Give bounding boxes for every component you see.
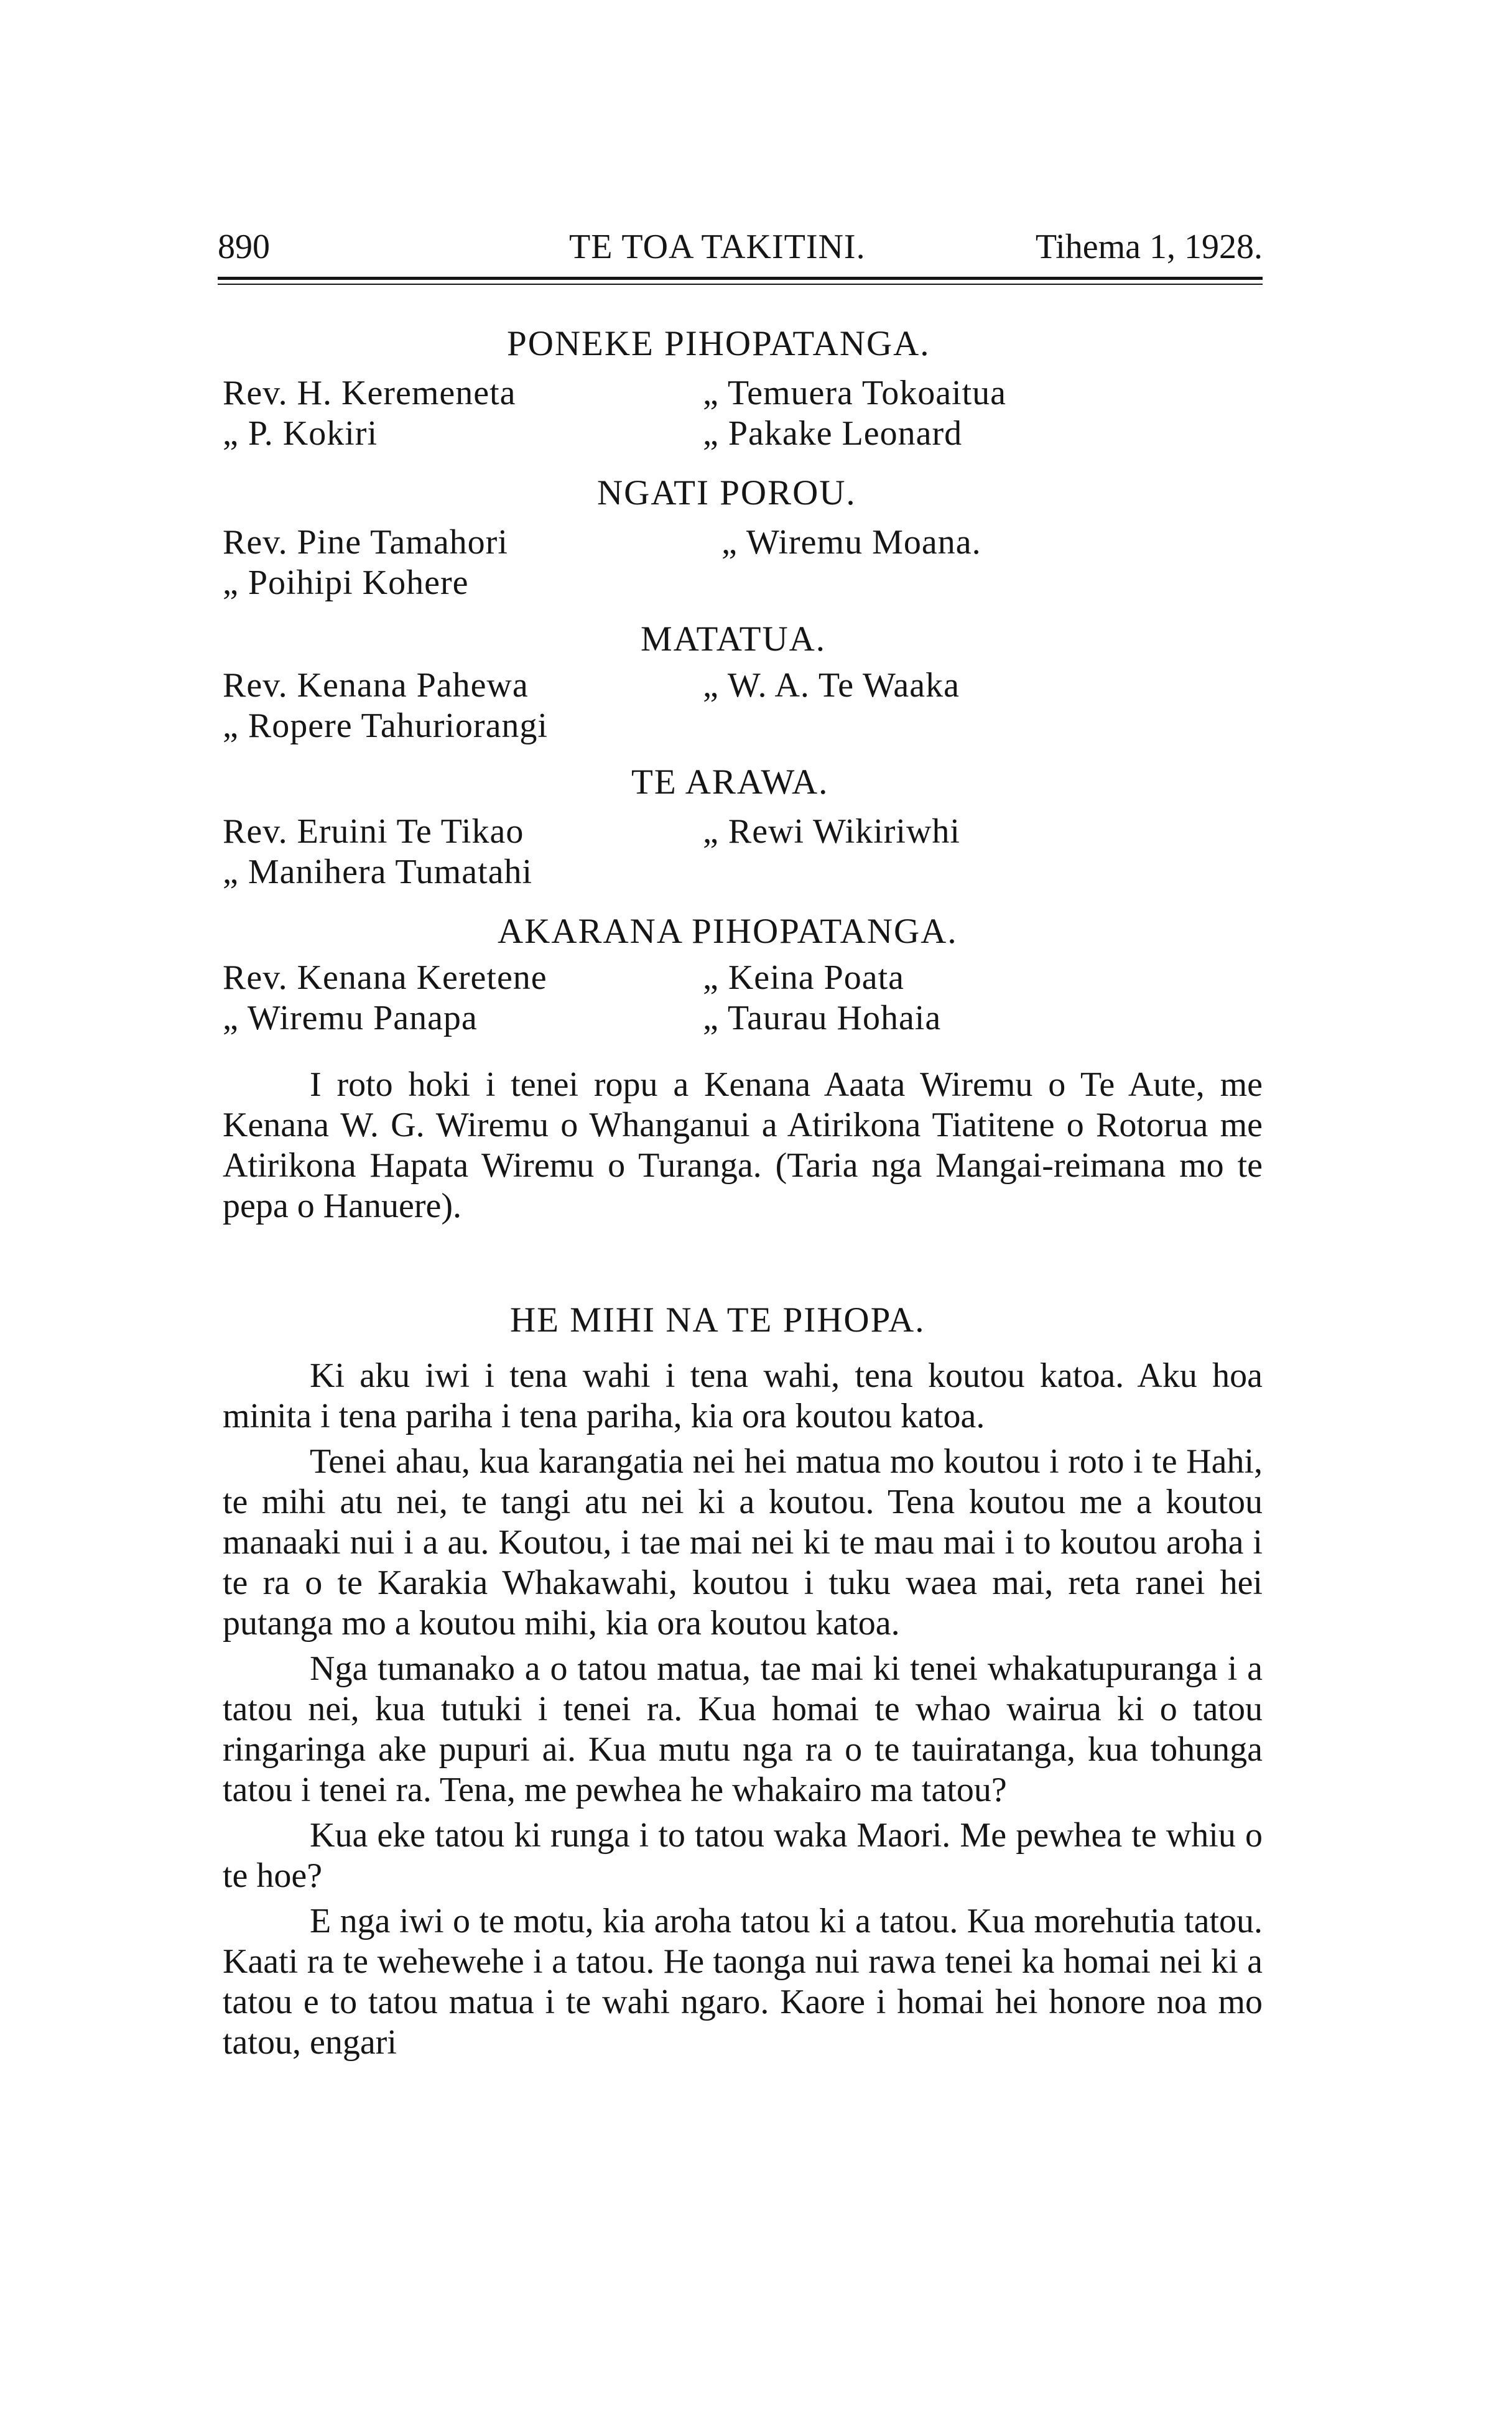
clergy-name: Rev. Kenana Pahewa xyxy=(223,666,529,705)
note-text: I roto hoki i tenei ropu a Kenana Aaata Wiremu o Te Aute, me Kenana W. G. Wiremu o Whanganui a Atirikona Tiatitene o Rotorua me Atirikona Hapata Wiremu o Turanga. (Taria nga Mangai-reimana mo te pepa o Hanuere). xyxy=(223,1065,1263,1225)
article-body xyxy=(223,1356,1263,2063)
page-number: 890 xyxy=(218,228,270,266)
clergy-name: „ Temuera Tokoaitua xyxy=(703,374,1007,412)
clergy-name: „ Taurau Hohaia xyxy=(703,999,942,1037)
article-paragraph: Nga tumanako a o tatou matua, tae mai ki tenei whakatupuranga i a tatou nei, kua tutuki i tenei ra. Kua homai te whao wairua ki o tatou ringaringa ake pupuri ai. Kua mutu nga ra o te tauiratanga, kua tohunga tatou i tenei ra. Tena, me pewhea he whakairo ma tatou? xyxy=(223,1649,1263,1809)
clergy-name: Rev. Pine Tamahori xyxy=(223,523,508,562)
clergy-name: „ Rewi Wikiriwhi xyxy=(703,812,960,851)
clergy-name: „ Keina Poata xyxy=(703,958,904,997)
section-heading-matatua: MATATUA. xyxy=(641,619,827,659)
clergy-name: „ Wiremu Panapa xyxy=(223,999,478,1037)
article-paragraph: Ki aku iwi i tena wahi i tena wahi, tena koutou katoa. Aku hoa minita i tena pariha i tena pariha, kia ora koutou katoa. xyxy=(223,1356,1263,1435)
article-paragraph: E nga iwi o te motu, kia aroha tatou ki a tatou. Kua morehutia tatou. Kaati ra te wehewehe i a tatou. He taonga nui rawa tenei ka homai nei ki a tatou e to tatou matua i te wahi ngaro. Kaore i homai hei honore noa mo tatou, engari xyxy=(223,1902,1263,2062)
article-heading: HE MIHI NA TE PIHOPA. xyxy=(510,1300,925,1340)
section-heading-akarana: AKARANA PIHOPATANGA. xyxy=(498,912,958,951)
header-rule-thick xyxy=(218,277,1263,280)
note-paragraph xyxy=(223,1065,1263,1226)
clergy-name: „ Wiremu Moana. xyxy=(721,523,981,562)
clergy-name: „ Manihera Tumatahi xyxy=(223,853,533,891)
clergy-name: Rev. H. Keremeneta xyxy=(223,374,516,412)
issue-date: Tihema 1, 1928. xyxy=(1035,228,1263,266)
publication-title: TE TOA TAKITINI. xyxy=(569,228,866,266)
clergy-name: „ Ropere Tahuriorangi xyxy=(223,707,548,745)
header-rule-thin xyxy=(218,284,1263,285)
article-paragraph: Tenei ahau, kua karangatia nei hei matua mo koutou i roto i te Hahi, te mihi atu nei, te tangi atu nei ki a koutou. Tena koutou me a koutou manaaki nui i a au. Koutou, i tae mai nei ki te mau mai i to koutou aroha i te ra o te Karakia Whakawahi, koutou i tuku waea mai, reta ranei hei putanga mo a koutou mihi, kia ora koutou katoa. xyxy=(223,1442,1263,1643)
clergy-name: Rev. Eruini Te Tikao xyxy=(223,812,524,851)
clergy-name: Rev. Kenana Keretene xyxy=(223,958,547,997)
clergy-name: „ Poihipi Kohere xyxy=(223,563,469,602)
clergy-name: „ P. Kokiri xyxy=(223,414,378,453)
section-heading-ngati-porou: NGATI POROU. xyxy=(597,473,856,512)
article-paragraph: Kua eke tatou ki runga i to tatou waka Maori. Me pewhea te whiu o te hoe? xyxy=(223,1816,1263,1895)
section-heading-poneke: PONEKE PIHOPATANGA. xyxy=(507,324,930,363)
clergy-name: „ Pakake Leonard xyxy=(703,414,963,453)
clergy-name: „ W. A. Te Waaka xyxy=(703,666,960,705)
running-header xyxy=(218,227,1263,271)
section-heading-te-arawa: TE ARAWA. xyxy=(631,762,829,802)
